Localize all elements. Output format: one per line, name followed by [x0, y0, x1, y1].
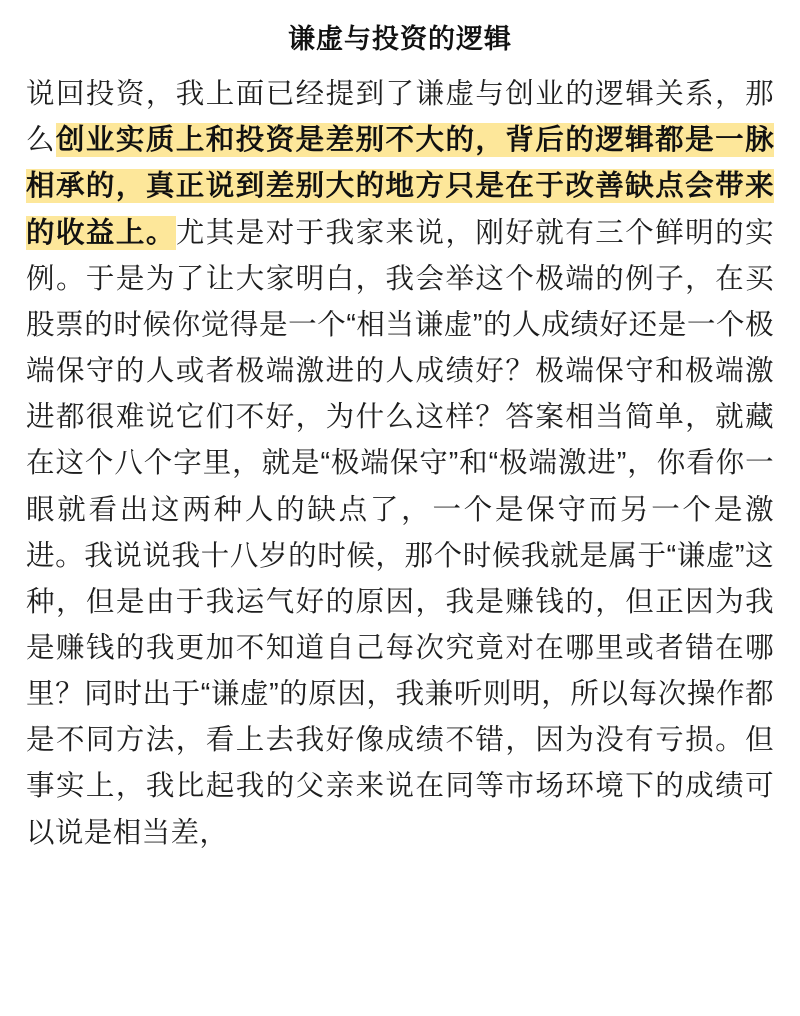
article-paragraph — [26, 71, 774, 856]
paragraph-segment-2: 尤其是对于我家来说，刚好就有三个鲜明的实例。于是为了让大家明白，我会举这个极端的例子，在买股票的时候你觉得是一个“相当谦虚”的人成绩好还是一个极端保守的人或者极端激进的人成绩好？极端保守和极端激进都很难说它们不好，为什么这样？答案相当简单，就藏在这个八个字里，就是“极端保守”和“极端激进”，你看你一眼就看出这两种人的缺点了，一个是保守而另一个是激进。我说说我十八岁的时候，那个时候我就是属于“谦虚”这种，但是由于我运气好的原因，我是赚钱的，但正因为我是赚钱的我更加不知道自己每次究竟对在哪里或者错在哪里？同时出于“谦虚”的原因，我兼听则明，所以每次操作都是不同方法，看上去我好像成绩不错，因为没有亏损。但事实上，我比起我的父亲来说在同等市场环境下的成绩可以说是相当差， — [26, 216, 774, 849]
highlighted-text: 创业实质上和投资是差别不大的，背后的逻辑都是一脉相承的，真正说到差别大的地方只是在于改善缺点会带来的收益上。 — [26, 124, 774, 249]
paragraph-segment-1: 说回投资，我上面已经提到了谦虚与创业的逻辑关系，那么 — [26, 78, 774, 157]
page-title: 谦虚与投资的逻辑 — [288, 24, 512, 54]
